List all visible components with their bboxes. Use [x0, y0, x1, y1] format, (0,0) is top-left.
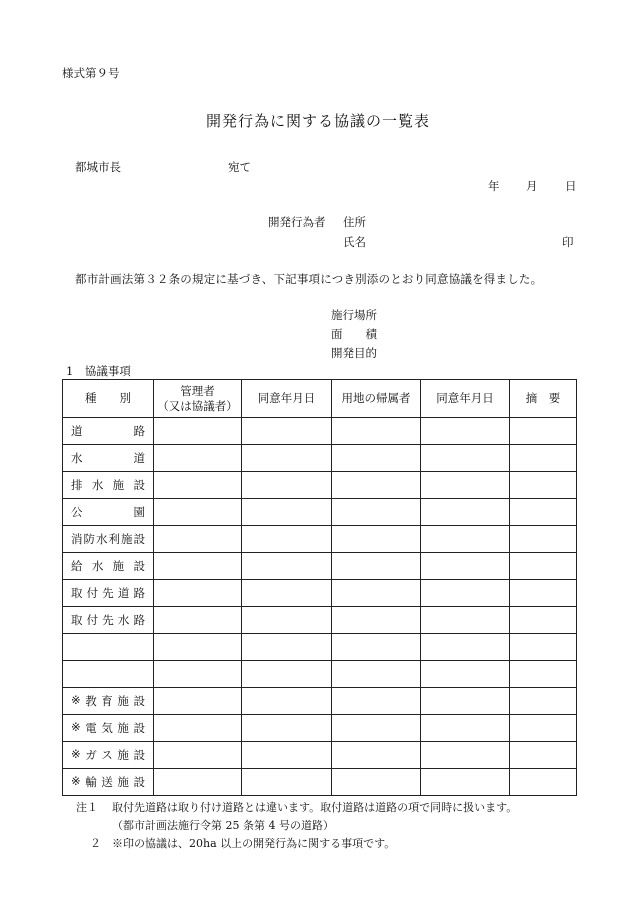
table-cell: [242, 553, 332, 580]
category-char: 路: [133, 586, 145, 600]
table-row: [63, 688, 577, 715]
note-2-number: ２: [90, 837, 101, 850]
table-cell: [242, 715, 332, 742]
table-cell: [154, 715, 242, 742]
table-cell: [510, 445, 577, 472]
category-cell: [63, 499, 154, 526]
category-label: [71, 504, 145, 520]
table-cell: [421, 553, 510, 580]
category-cell: [63, 580, 154, 607]
table-cell: [242, 607, 332, 634]
table-cell: [510, 634, 577, 661]
table-cell: [332, 742, 421, 769]
table-row: [63, 472, 577, 499]
category-char: 取: [71, 613, 83, 627]
header-land-owner: 用地の帰属者: [332, 380, 421, 418]
applicant-name-label: 氏名: [343, 235, 366, 249]
category-label: [71, 450, 145, 466]
table-cell: [154, 418, 242, 445]
table-cell: [242, 499, 332, 526]
category-cell: [63, 715, 154, 742]
category-char: 水: [91, 478, 104, 492]
table-row: [63, 715, 577, 742]
table-cell: [510, 715, 577, 742]
applicant-address-label: 住所: [343, 215, 366, 229]
category-cell: [63, 742, 154, 769]
category-char: 気: [101, 721, 113, 735]
table-row: [63, 661, 577, 688]
category-cell: [63, 553, 154, 580]
table-cell: [421, 742, 510, 769]
table-cell: [332, 634, 421, 661]
category-cell: [63, 418, 154, 445]
category-char: 設: [133, 532, 145, 546]
category-char: 路: [133, 424, 145, 438]
table-cell: [154, 445, 242, 472]
category-char: 防: [83, 532, 95, 546]
category-char: ス: [101, 748, 113, 762]
category-char: 付: [86, 613, 99, 627]
table-cell: [154, 688, 242, 715]
consultation-table: [62, 379, 577, 796]
table-cell: [332, 445, 421, 472]
table-cell: [242, 445, 332, 472]
table-cell: [510, 580, 577, 607]
table-cell: [242, 418, 332, 445]
applicant-role: 開発行為者: [268, 215, 326, 229]
category-label: [71, 693, 145, 709]
table-row: [63, 445, 577, 472]
table-cell: [242, 688, 332, 715]
table-cell: [332, 418, 421, 445]
header-remarks: 摘 要: [510, 380, 577, 418]
category-char: 先: [102, 613, 114, 627]
table-cell: [421, 607, 510, 634]
table-cell: [332, 580, 421, 607]
category-char: 施: [117, 694, 129, 708]
table-cell: [242, 634, 332, 661]
category-char: 水: [91, 559, 104, 573]
date-day: 日: [565, 179, 577, 193]
table-row: [63, 580, 577, 607]
category-label: [71, 585, 145, 601]
header-manager-line1: 管理者: [180, 383, 215, 398]
table-cell: [154, 472, 242, 499]
statement: 都市計画法第３２条の規定に基づき、下記事項につき別添のとおり同意協議を得ました。: [75, 272, 543, 286]
category-label: [71, 477, 145, 493]
table-cell: [154, 661, 242, 688]
note-1-number: 注１: [76, 801, 98, 814]
table-cell: [421, 688, 510, 715]
table-row: [63, 499, 577, 526]
category-char: 水: [117, 613, 130, 627]
category-char: 教: [85, 694, 97, 708]
category-char: 施: [117, 775, 129, 789]
category-char: 電: [85, 721, 97, 735]
category-label: [71, 531, 145, 547]
category-char: 水: [96, 532, 108, 546]
table-cell: [332, 688, 421, 715]
category-char: 道: [133, 451, 145, 465]
section-title: 1 協議事項: [66, 364, 131, 378]
form-number: 様式第９号: [62, 66, 120, 80]
addressee-name: 都城市長: [75, 160, 121, 174]
category-char: 設: [133, 559, 145, 573]
table-cell: [154, 742, 242, 769]
header-manager-line2: （又は協議者）: [157, 398, 238, 413]
table-cell: [154, 553, 242, 580]
table-cell: [421, 445, 510, 472]
category-char: 利: [108, 532, 120, 546]
table-cell: [510, 742, 577, 769]
date-month: 月: [526, 179, 538, 193]
category-label: [71, 612, 145, 628]
category-char: 道: [71, 424, 83, 438]
table-cell: [154, 580, 242, 607]
table-cell: [154, 769, 242, 796]
table-cell: [421, 634, 510, 661]
table-cell: [332, 472, 421, 499]
category-char: 路: [133, 613, 145, 627]
header-consent-date: 同意年月日: [242, 380, 332, 418]
header-consent-date-2: 同意年月日: [421, 380, 510, 418]
table-cell: [421, 715, 510, 742]
category-char: 施: [117, 721, 129, 735]
header-category: 種 別: [63, 380, 154, 418]
category-char: ※: [71, 774, 81, 788]
category-char: 先: [102, 586, 114, 600]
category-char: 取: [71, 586, 83, 600]
site-purpose-label: 開発目的: [331, 346, 377, 360]
note-1-continued: （都市計画法施行令第 25 条第 4 号の道路）: [112, 819, 334, 832]
table-cell: [332, 769, 421, 796]
category-char: 給: [71, 559, 83, 573]
table-row: [63, 634, 577, 661]
table-cell: [242, 526, 332, 553]
table-header-row: [63, 380, 577, 418]
category-char: ガ: [85, 748, 97, 762]
table-cell: [421, 580, 510, 607]
table-cell: [421, 418, 510, 445]
category-label: [71, 720, 145, 736]
table-cell: [510, 607, 577, 634]
category-char: 排: [71, 478, 83, 492]
document-title: 開発行為に関する協議の一覧表: [206, 112, 431, 130]
category-cell: [63, 634, 154, 661]
category-char: 設: [133, 748, 145, 762]
table-cell: [332, 607, 421, 634]
table-cell: [332, 499, 421, 526]
category-cell: [63, 688, 154, 715]
category-cell: [63, 661, 154, 688]
category-cell: [63, 445, 154, 472]
category-char: 水: [71, 451, 83, 465]
category-char: 輸: [85, 775, 97, 789]
table-cell: [154, 634, 242, 661]
table-cell: [332, 553, 421, 580]
table-cell: [242, 769, 332, 796]
table-row: [63, 607, 577, 634]
table-cell: [510, 769, 577, 796]
category-label: [71, 423, 145, 439]
table-cell: [242, 580, 332, 607]
category-char: ※: [71, 747, 81, 761]
table-cell: [421, 769, 510, 796]
category-label: [71, 747, 145, 763]
header-manager: [154, 380, 242, 418]
table-cell: [332, 715, 421, 742]
note-2: ※印の協議は、20ha 以上の開発行為に関する事項です。: [112, 837, 396, 850]
table-row: [63, 769, 577, 796]
site-location-label: 施行場所: [331, 308, 377, 322]
table-cell: [154, 607, 242, 634]
category-char: 園: [133, 505, 145, 519]
table-cell: [421, 661, 510, 688]
addressee-suffix: 宛て: [228, 160, 251, 174]
category-char: 施: [117, 748, 129, 762]
category-char: 送: [101, 775, 113, 789]
table-cell: [510, 526, 577, 553]
table-cell: [154, 526, 242, 553]
category-char: 施: [121, 532, 133, 546]
category-char: 設: [133, 478, 145, 492]
category-label: [71, 558, 145, 574]
category-char: ※: [71, 693, 81, 707]
table-cell: [510, 418, 577, 445]
category-char: 施: [112, 559, 125, 573]
category-char: 公: [71, 505, 83, 519]
table-cell: [510, 499, 577, 526]
table-row: [63, 418, 577, 445]
note-1: 取付先道路は取り付け道路とは違います。取付道路は道路の項で同時に扱います。: [112, 801, 518, 814]
table-cell: [421, 499, 510, 526]
table-row: [63, 526, 577, 553]
category-char: 設: [133, 721, 145, 735]
table-cell: [421, 526, 510, 553]
category-char: 消: [71, 532, 83, 546]
category-label: [71, 774, 145, 790]
table-cell: [510, 688, 577, 715]
category-cell: [63, 607, 154, 634]
table-cell: [154, 499, 242, 526]
category-cell: [63, 526, 154, 553]
category-char: 育: [101, 694, 113, 708]
seal-mark: 印: [562, 235, 574, 249]
table-cell: [510, 661, 577, 688]
category-char: 道: [117, 586, 130, 600]
category-char: 付: [86, 586, 99, 600]
table-cell: [242, 742, 332, 769]
site-area-label: 面 積: [331, 327, 377, 341]
table-cell: [510, 472, 577, 499]
table-cell: [510, 553, 577, 580]
table-row: [63, 742, 577, 769]
category-char: 施: [112, 478, 125, 492]
date-year: 年: [488, 179, 500, 193]
category-char: 設: [133, 775, 145, 789]
table-cell: [332, 661, 421, 688]
table-row: [63, 553, 577, 580]
table-cell: [242, 661, 332, 688]
table-cell: [242, 472, 332, 499]
table-cell: [421, 472, 510, 499]
table-cell: [332, 526, 421, 553]
category-char: 設: [133, 694, 145, 708]
category-char: ※: [71, 720, 81, 734]
category-cell: [63, 769, 154, 796]
category-cell: [63, 472, 154, 499]
